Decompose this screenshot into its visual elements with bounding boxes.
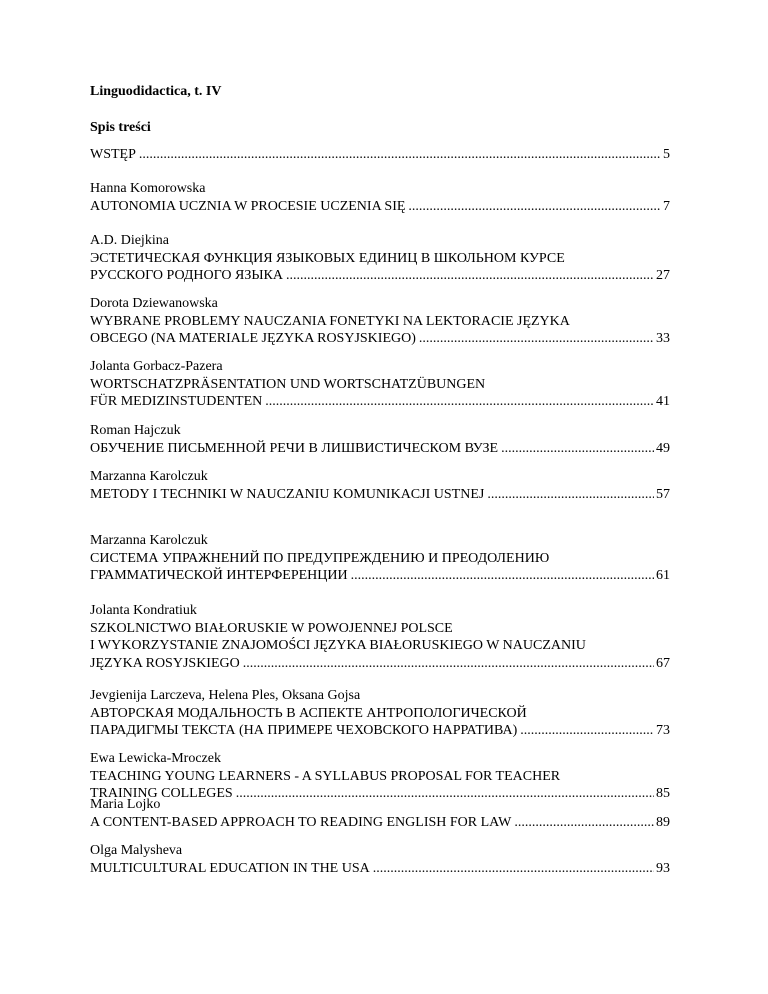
dot-leader (373, 860, 654, 878)
toc-entry-title: ПАРАДИГМЫ ТЕКСТА (НА ПРИМЕРЕ ЧЕХОВСКОГО НАРРАТИВА) (90, 723, 518, 738)
toc-entry-page-number: 7 (663, 198, 670, 214)
toc-entry-page-number: 93 (656, 860, 670, 876)
toc-entry-title-line (90, 567, 670, 585)
toc-entry-author: Marzanna Karolczuk (90, 533, 208, 548)
toc-entry (90, 602, 670, 672)
toc-entry-author: Marzanna Karolczuk (90, 469, 208, 484)
toc-entry-title: FÜR MEDIZINSTUDENTEN (90, 394, 263, 409)
toc-entry-title-line (90, 814, 670, 832)
toc-entry-title: WSTĘP (90, 147, 136, 162)
dot-leader (487, 486, 654, 504)
toc-entry-author: Maria Lojko (90, 797, 161, 812)
toc-entry-page-number: 85 (656, 786, 670, 801)
toc-entry-title-line: SZKOLNICTWO BIAŁORUSKIE W POWOJENNEJ POLSCE (90, 620, 453, 636)
dot-leader (419, 330, 654, 348)
toc-entry (90, 842, 670, 877)
toc-entry-title-line (90, 440, 670, 458)
dot-leader (265, 393, 654, 411)
toc-entry-title-line: СИСТЕМА УПРАЖНЕНИЙ ПО ПРЕДУПРЕЖДЕНИЮ И ПРЕОДОЛЕНИЮ (90, 550, 550, 566)
toc-entry-title-line: АВТОРСКАЯ МОДАЛЬНОСТЬ В АСПЕКТЕ АНТРОПОЛОГИЧЕСКОЙ (90, 705, 527, 721)
dot-leader (514, 814, 654, 832)
toc-entry-title-line (90, 267, 670, 285)
toc-entry-title-line (90, 486, 670, 504)
toc-entry-title: ОБУЧЕНИЕ ПИСЬМЕННОЙ РЕЧИ В ЛИШВИСТИЧЕСКОМ ВУЗЕ (90, 440, 499, 456)
toc-heading: Spis treści (90, 120, 151, 135)
dot-leader (286, 267, 654, 285)
toc-entry (90, 232, 670, 285)
toc-entry-title: METODY I TECHNIKI W NAUCZANIU KOMUNIKACJI USTNEJ (90, 486, 485, 502)
toc-entry (90, 358, 670, 411)
toc-entry (90, 796, 670, 831)
toc-entry-title-line (90, 655, 670, 673)
toc-entry-title-line (90, 198, 670, 216)
toc-entry (90, 180, 670, 215)
toc-entry (90, 687, 670, 740)
toc-entry-title: ГРАММАТИЧЕСКОЙ ИНТЕРФЕРЕНЦИИ (90, 568, 348, 583)
toc-entry-page-number: 41 (656, 394, 670, 409)
toc-entry-author: Dorota Dziewanowska (90, 296, 218, 311)
toc-entry-title-line: WYBRANE PROBLEMY NAUCZANIA FONETYKI NA LEKTORACIE JĘZYKA (90, 313, 570, 329)
toc-entry-page-number: 33 (656, 331, 670, 346)
journal-title: Linguodidactica, t. IV (90, 84, 222, 99)
dot-leader (243, 655, 654, 673)
toc-entry (90, 750, 670, 803)
toc-entry (90, 146, 670, 164)
dot-leader (520, 722, 654, 740)
toc-entry-title-line (90, 393, 670, 411)
dot-leader (351, 567, 654, 585)
toc-entry-author: Roman Hajczuk (90, 423, 181, 438)
toc-entry-page-number: 57 (656, 486, 670, 502)
dot-leader (501, 440, 654, 458)
toc-entry-title: РУССКОГО РОДНОГО ЯЗЫКА (90, 268, 283, 283)
toc-entry-page-number: 73 (656, 723, 670, 738)
toc-entry-title: AUTONOMIA UCZNIA W PROCESIE UCZENIA SIĘ (90, 198, 406, 214)
toc-entry-page-number: 61 (656, 568, 670, 583)
toc-entry (90, 295, 670, 348)
toc-entry-author: Ewa Lewicka-Mroczek (90, 751, 221, 766)
toc-entry-author: Jolanta Gorbacz-Pazera (90, 359, 223, 374)
toc-entry (90, 532, 670, 585)
toc-entry-page-number: 5 (663, 147, 670, 162)
toc-entry-title-line: ЭСТЕТИЧЕСКАЯ ФУНКЦИЯ ЯЗЫКОВЫХ ЕДИНИЦ В ШКОЛЬНОМ КУРСЕ (90, 250, 565, 266)
toc-entry-author: Olga Malysheva (90, 843, 183, 858)
toc-entry-title-line (90, 722, 670, 740)
toc-entry-author: A.D. Diejkina (90, 233, 169, 248)
toc-entry-page-number: 67 (656, 655, 670, 671)
toc-entry-author: Jevgienija Larczeva, Helena Ples, Oksana Gojsa (90, 688, 361, 703)
toc-entry-title: OBCEGO (NA MATERIALE JĘZYKA ROSYJSKIEGO) (90, 331, 416, 346)
toc-entry-title: JĘZYKA ROSYJSKIEGO (90, 655, 240, 671)
toc-entry-title-line: WORTSCHATZPRÄSENTATION UND WORTSCHATZÜBUNGEN (90, 376, 486, 392)
dot-leader (408, 198, 661, 216)
toc-entry-title: A CONTENT-BASED APPROACH TO READING ENGLISH FOR LAW (90, 814, 512, 830)
toc-entry-title: TRAINING COLLEGES (90, 786, 233, 801)
toc-entry-title-line: I WYKORZYSTANIE ZNAJOMOŚCI JĘZYKA BIAŁORUSKIEGO W NAUCZANIU (90, 638, 586, 653)
toc-entry-title-line (90, 330, 670, 348)
toc-entry-author: Jolanta Kondratiuk (90, 603, 197, 618)
toc-entry-page-number: 27 (656, 268, 670, 283)
toc-entry-title-line (90, 860, 670, 878)
toc-entry (90, 468, 670, 503)
toc-entry-page-number: 89 (656, 814, 670, 830)
toc-entry-title: MULTICULTURAL EDUCATION IN THE USA (90, 860, 370, 876)
toc-entry-title-line: TEACHING YOUNG LEARNERS - A SYLLABUS PROPOSAL FOR TEACHER (90, 768, 561, 784)
toc-entry (90, 422, 670, 457)
toc-entry-page-number: 49 (656, 440, 670, 456)
toc-entry-author: Hanna Komorowska (90, 181, 206, 196)
toc-entry-title-line (90, 146, 670, 164)
dot-leader (139, 146, 661, 164)
